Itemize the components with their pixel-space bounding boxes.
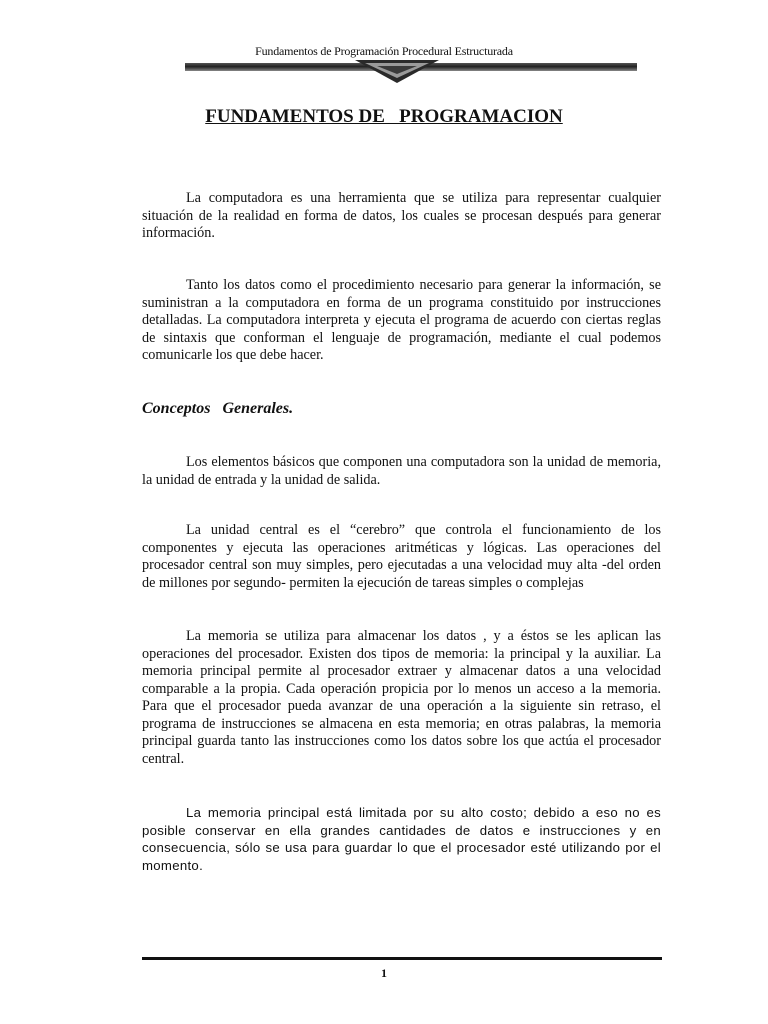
- header-arrow-ornament: [355, 60, 439, 84]
- body-paragraph-2: Tanto los datos como el procedimiento necesario para generar la información, se suministran a la computadora en forma de un programa constituido por instrucciones detalladas. La computadora interpreta y ejecuta el programa de acuerdo con ciertas reglas de sintaxis que conforman el lenguaje de programación, mediante el cual podemos comunicarle los que debe hacer.: [142, 277, 661, 363]
- section-paragraph-3: La memoria se utiliza para almacenar los datos , y a éstos se les aplican las operaciones del procesador. Existen dos tipos de memoria: la principal y la auxiliar. La memoria principal permite al procesador extraer y almacenar datos a una velocidad comparable a la propia. Cada operación propicia por lo menos un acceso a la memoria. Para que el procesador pueda avanzar de una operación a la siguiente sin retraso, el programa de instrucciones se almacena en esta memoria; en otras palabras, la memoria principal guarda tanto las instrucciones como los datos sobre los que actúa el procesador central.: [142, 628, 661, 767]
- running-header-title: Fundamentos de Programación Procedural Estructurada: [255, 44, 513, 58]
- body-paragraph-1: La computadora es una herramienta que se utiliza para representar cualquier situación de la realidad en forma de datos, los cuales se procesan después para generar información.: [142, 190, 661, 241]
- footer-rule: [142, 957, 662, 960]
- page-title: FUNDAMENTOS DE PROGRAMACION: [205, 106, 563, 127]
- section-heading: Conceptos Generales.: [142, 400, 294, 417]
- section-paragraph-2: La unidad central es el “cerebro” que controla el funcionamiento de los componentes y ejecuta las operaciones aritméticas y lógicas. Las operaciones del procesador central son muy simples, pero ejecutadas a una velocidad muy alta -del orden de millones por segundo- permiten la ejecución de tareas simples o complejas: [142, 522, 661, 591]
- page-number: 1: [381, 966, 387, 980]
- section-paragraph-4: La memoria principal está limitada por su alto costo; debido a eso no es posible conservar en ella grandes cantidades de datos e instrucciones y en consecuencia, sólo se usa para guardar lo que el procesador esté utilizando por el momento.: [142, 805, 661, 873]
- section-paragraph-1: Los elementos básicos que componen una computadora son la unidad de memoria, la unidad de entrada y la unidad de salida.: [142, 454, 661, 488]
